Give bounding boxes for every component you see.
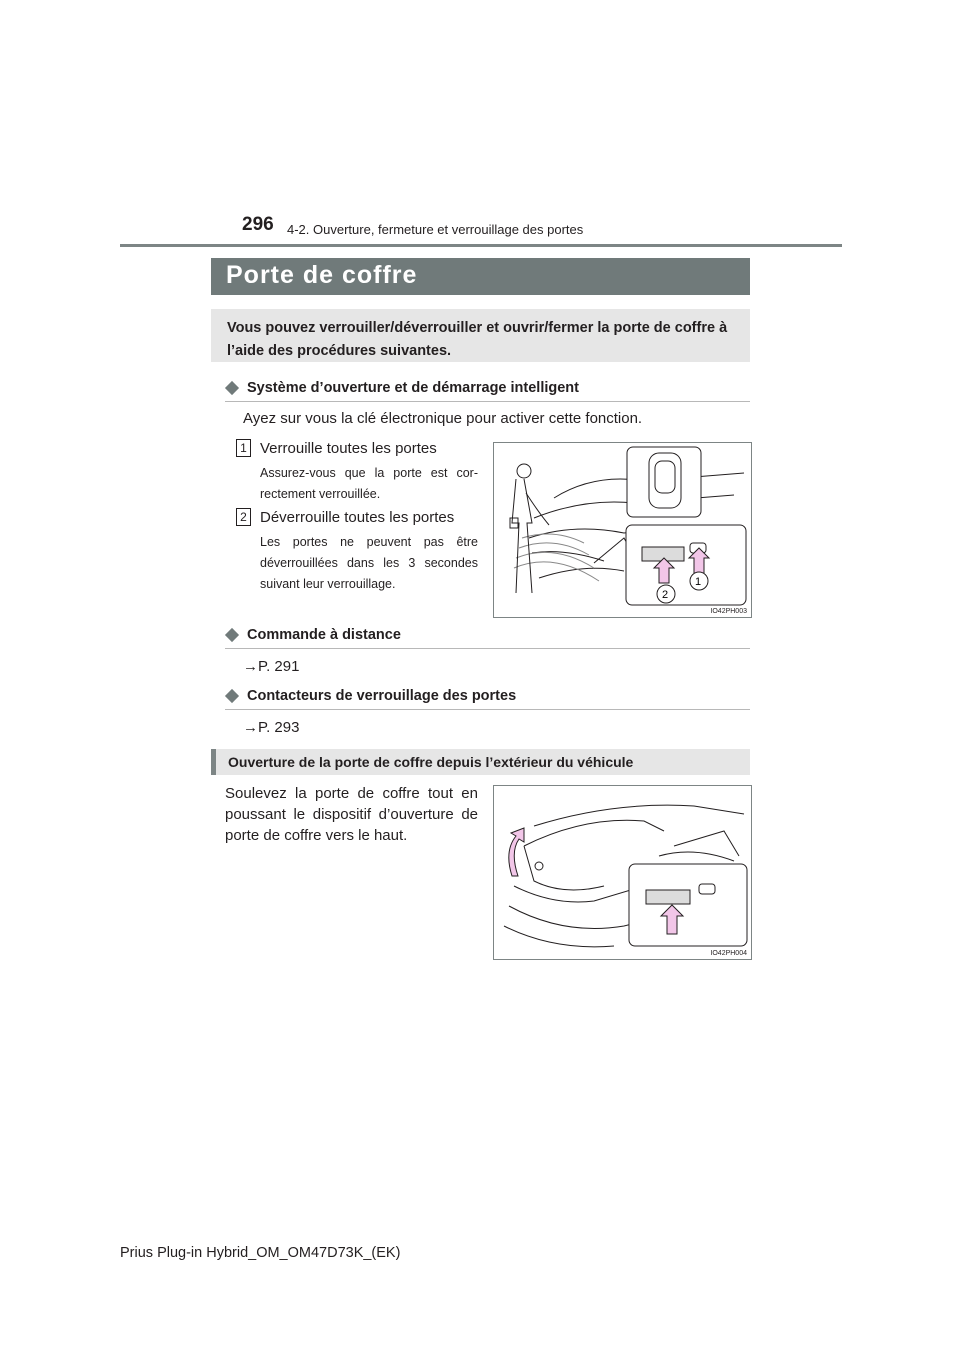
subsection-bar bbox=[211, 749, 750, 775]
callout-1: 1 bbox=[695, 576, 702, 588]
intro-box bbox=[211, 309, 750, 362]
figure-code: IO42PH004 bbox=[710, 950, 747, 957]
item-label-unlock: Déverrouille toutes les portes bbox=[260, 509, 455, 526]
diamond-bullet-icon bbox=[225, 381, 239, 395]
page-number: 296 bbox=[242, 214, 274, 235]
figure-code: IO42PH003 bbox=[710, 608, 747, 615]
section-heading-smart-entry bbox=[225, 380, 750, 402]
arrow-icon: → bbox=[243, 719, 258, 736]
page-reference[interactable] bbox=[243, 658, 299, 675]
item-note-unlock: Les portes ne peuvent pas être déverrouillées dans les 3 secondes suivant leur verrouillage. bbox=[260, 535, 478, 591]
lift-arrow bbox=[509, 828, 524, 876]
handle-inset bbox=[629, 864, 747, 946]
section-heading-text: Système d’ouverture et de démarrage intelligent bbox=[247, 380, 579, 396]
header-rule bbox=[120, 244, 842, 247]
key-inset bbox=[627, 447, 701, 517]
section-reference: 4-2. Ouverture, fermeture et verrouillage des portes bbox=[287, 222, 584, 237]
item-note-lock: Assurez-vous que la porte est cor-rectement verrouillée. bbox=[260, 466, 478, 501]
diamond-bullet-icon bbox=[225, 689, 239, 703]
item-number-badge: 1 bbox=[236, 439, 251, 457]
section-heading-remote bbox=[225, 627, 750, 649]
arrow-icon: → bbox=[243, 658, 258, 675]
instruction-line: porte de coffre vers le haut. bbox=[225, 827, 408, 844]
item-label-lock: Verrouille toutes les portes bbox=[260, 440, 437, 457]
title-bar bbox=[211, 258, 750, 295]
figure-trunk-opening bbox=[493, 785, 752, 960]
diamond-bullet-icon bbox=[225, 628, 239, 642]
page-title: Porte de coffre bbox=[226, 261, 418, 289]
handle-inset bbox=[626, 525, 746, 605]
page-reference-text: P. 291 bbox=[258, 658, 300, 675]
subsection-heading: Ouverture de la porte de coffre depuis l’extérieur du véhicule bbox=[228, 754, 634, 770]
car-rear-illustration bbox=[494, 443, 751, 617]
trunk-illustration bbox=[494, 786, 751, 959]
footer-doc-id: Prius Plug-in Hybrid_OM_OM47D73K_(EK) bbox=[120, 1245, 401, 1261]
section-body: Ayez sur vous la clé électronique pour activer cette fonction. bbox=[243, 410, 643, 427]
page-reference-text: P. 293 bbox=[258, 719, 300, 736]
figure-smart-entry bbox=[493, 442, 752, 618]
instruction-line: poussant le dispositif d’ouverture de bbox=[225, 806, 478, 823]
page-reference[interactable] bbox=[243, 719, 299, 736]
section-heading-text: Contacteurs de verrouillage des portes bbox=[247, 688, 517, 704]
instruction-line: Soulevez la porte de coffre tout en bbox=[225, 785, 478, 802]
callout-2: 2 bbox=[662, 589, 669, 601]
item-number-badge: 2 bbox=[236, 508, 251, 526]
section-heading-text: Commande à distance bbox=[247, 627, 401, 643]
section-heading-lock-switches bbox=[225, 688, 750, 710]
intro-text: Vous pouvez verrouiller/déverrouiller et ouvrir/fermer la porte de coffre à l’aide des procédures suivantes. bbox=[227, 320, 728, 359]
